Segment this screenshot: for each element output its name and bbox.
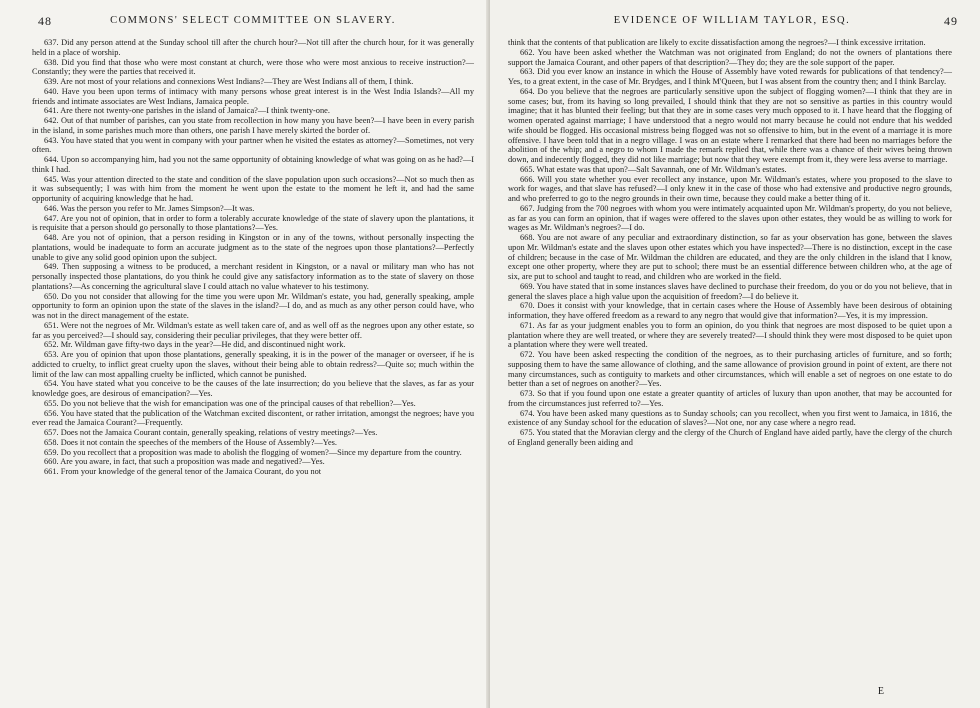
left-running-title: COMMONS' SELECT COMMITTEE ON SLAVERY.: [110, 15, 396, 26]
left-page-number: 48: [38, 14, 52, 28]
testimony-paragraph: 672. You have been asked respecting the condition of the negroes, as to their purchasing articles of furniture, and so forth; supposing them to have the same allowance of clothing, and the same allowance of provision ground in point of extent, are there not many circumstances, such as contiguity to markets and other circumstances, which will enable a set of negroes on one estate to do better than a set of negroes on another?—Yes.: [508, 350, 952, 389]
testimony-paragraph: 650. Do you not consider that allowing for the time you were upon Mr. Wildman's estate, you had, generally speaking, ample opportunity to form an opinion upon the state of the slaves in the island?—I do, and as much as any other person could have, who was not in the direct management of the estate.: [32, 291, 474, 320]
right-page-text: [508, 38, 952, 448]
testimony-paragraph: 642. Out of that number of parishes, can you state from recollection in how many you have been?—I have been in every parish in the island, in some parishes much more than others, one parish I have merely skirted the border of.: [32, 116, 474, 135]
testimony-paragraph: 667. Judging from the 700 negroes with whom you were intimately acquainted upon Mr. Wildman's property, do you not believe, as far as you can form an opinion, that if wages were offered to the slaves upon other estates, they would be as willing to work for wages as Mr. Wildman's negroes?—I do.: [508, 203, 952, 233]
testimony-paragraph: 665. What estate was that upon?—Salt Savannah, one of Mr. Wildman's estates.: [520, 164, 787, 174]
testimony-paragraph: 660. Are you aware, in fact, that such a proposition was made and negatived?—Yes.: [44, 457, 325, 467]
right-running-head: [506, 14, 958, 30]
signature-mark: E: [877, 686, 884, 697]
testimony-paragraph: 670. Does it consist with your knowledge, that in certain cases where the House of Assembly have been desirous of obtaining information, they have offered freedom as a reward to any negro that would give that information?—Yes, it is my impression.: [508, 301, 952, 320]
testimony-paragraph: 673. So that if you found upon one estate a greater quantity of articles of luxury than upon another, that may be accounted for from the circumstances just referred to?—Yes.: [508, 389, 952, 408]
testimony-paragraph: 644. Upon so accompanying him, had you not the same opportunity of obtaining knowledge of what was going on as he had?—I think I had.: [32, 155, 474, 174]
testimony-paragraph: 658. Does it not contain the speeches of the members of the House of Assembly?—Yes.: [44, 437, 337, 447]
testimony-paragraph: 653. Are you of opinion that upon those plantations, generally speaking, it is in the power of the manager or overseer, if he is addicted to cruelty, to inflict great cruelty upon the slaves, without their being able to obtain redress?—Quite so; much within the limit of the law can most appalling cruelty be inflicted, which cannot be punished.: [32, 350, 474, 379]
right-page: [490, 0, 980, 708]
testimony-paragraph: 637. Did any person attend at the Sunday school till after the church hour?—Not till after the church hour, for it was generally held in a place of worship.: [32, 38, 474, 57]
left-running-head: [30, 14, 476, 30]
testimony-paragraph: 674. You have been asked many questions as to Sunday schools; can you recollect, when you first went to Jamaica, in 1816, the existence of any Sunday school for the education of slaves?—Not one, nor any case where a negro read.: [508, 408, 952, 428]
testimony-paragraph: 666. Will you state whether you ever recollect any instance, upon Mr. Wildman's estates, where you proposed to the slave to work for wages, and that slave has refused?—I only knew it in the case of those who had extensive and productive negro grounds, and who preferred to go to the negro grounds in their own time, because they could make a better thing of it.: [508, 174, 952, 203]
testimony-paragraph: 647. Are you not of opinion, that in order to form a tolerably accurate knowledge of the state of slavery upon the plantations, it is requisite that a person should go personally to those plantations?—Yes.: [32, 213, 474, 233]
testimony-paragraph: 675. You stated that the Moravian clergy and the clergy of the Church of England have aided partly, have the clergy of the church of England generally been aiding and: [508, 428, 952, 447]
testimony-paragraph: 668. You are not aware of any peculiar and extraordinary distinction, so far as your observation has gone, between the slaves upon Mr. Wildman's estate and the slaves upon other estates which you have inspected?—There is no distinction, except in the case of children; because in the case of Mr. Wildman the children are educated, and they are the only children in the island that I know, except one other property, where they are put to school; there must be an essential difference between children who, at the age of six, are put to school and taught to read, and children who are worked in the field.: [508, 233, 952, 281]
testimony-paragraph: 639. Are not most of your relations and connexions West Indians?—They are West Indians all of them, I think.: [44, 77, 414, 86]
testimony-paragraph: 669. You have stated that in some instances slaves have declined to purchase their freedom, do you or do you not believe, that in general the slaves place a high value upon the acquisition of freedom?—I do believe it.: [508, 281, 952, 301]
testimony-paragraph: 656. You have stated that the publication of the Watchman excited discontent, or rather irritation, amongst the negroes; have you ever read the Jamaica Courant?—Frequently.: [32, 408, 474, 428]
testimony-paragraph: 645. Was your attention directed to the state and condition of the slave population upon such occasions?—Not so much then as it was subsequently; I was with him from the moment he went upon the estate to the moment he left it, and had the same opportunity of acquiring knowledge that he had.: [32, 174, 474, 203]
testimony-paragraph: 651. Were not the negroes of Mr. Wildman's estate as well taken care of, and as well off as the negroes upon any other estate, so far as you perceived?—I should say, considering their peculiar privileges, that they were better off.: [32, 320, 474, 340]
testimony-paragraph: 643. You have stated that you went in company with your partner when he visited the estates as attorney?—Sometimes, not very often.: [32, 135, 474, 155]
testimony-paragraph: 638. Did you find that those who were most constant at church, were those who were most anxious to receive instruction?—Constantly; they were the parties that received it.: [32, 57, 474, 77]
testimony-paragraph: 654. You have stated what you conceive to be the causes of the late insurrection; do you believe that the slaves, as far as your knowledge goes, are desirous of emancipation?—Yes.: [32, 379, 474, 398]
left-page-text: [32, 38, 474, 477]
testimony-paragraph: 655. Do you not believe that the wish for emancipation was one of the principal causes of that rebellion?—Yes.: [44, 398, 416, 408]
testimony-paragraph: 641. Are there not twenty-one parishes in the island of Jamaica?—I think twenty-one.: [44, 106, 330, 116]
testimony-paragraph: 671. As far as your judgment enables you to form an opinion, do you think that negroes are most disposed to be quiet upon a plantation where they are well treated, or where they are severely treated?—I should think they were most disposed to be quiet upon a plantation where they were well treated.: [508, 320, 952, 350]
testimony-paragraph: 661. From your knowledge of the general tenor of the Jamaica Courant, do you not: [44, 467, 322, 476]
testimony-paragraph: 648. Are you not of opinion, that a person residing in Kingston or in any of the towns, without personally inspecting the plantations, would be inadequate to form an accurate judgment as to the state of the negroes upon those plantations?—Perfectly unable to give any solid good opinion upon the subject.: [32, 233, 474, 262]
testimony-paragraph: 640. Have you been upon terms of intimacy with many persons whose great interest is in the West India Islands?—All my friends and intimate associates are West Indians, Jamaica people.: [32, 86, 474, 106]
testimony-paragraph: 649. Then supposing a witness to be produced, a merchant resident in Kingston, or a naval or military man who has not personally inspected those plantations, do you think he could give any satisfactory information as to the state of slavery on those plantations?—As concerning the agricultural slave I could attach no value whatever to his testimony.: [32, 262, 474, 291]
testimony-paragraph: 646. Was the person you refer to Mr. James Simpson?—It was.: [44, 203, 255, 213]
right-running-title: EVIDENCE OF WILLIAM TAYLOR, ESQ.: [613, 15, 851, 26]
testimony-paragraph: 663. Did you ever know an instance in which the House of Assembly have voted rewards for publications of that tendency?—Yes, to a great extent, in the case of Mr. Brydges, and I think M'Queen, but I was absent from the country then; and I think Barclay.: [508, 67, 952, 86]
testimony-paragraph: 652. Mr. Wildman gave fifty-two days in the year?—He did, and discontinued night work.: [44, 340, 346, 350]
testimony-paragraph: 659. Do you recollect that a proposition was made to abolish the flogging of women?—Since my departure from the country.: [44, 447, 462, 457]
right-page-number: 49: [944, 14, 958, 28]
testimony-paragraph: 664. Do you believe that the negroes are particularly sensitive upon the subject of flogging women?—I think that they are in some cases; but, from its having so long prevailed, I should think that they are not so sensitive as parties in this country would imagine; that it has blunted their feeling; but that they are in some cases very much opposed to it. I have heard that the flogging of women operated against marriage; I have understood that a negro would not marry because he could not endure that his wedded wife should be flogged. His occasional mistress being flogged was not so offensive to him, but in the event of a marriage it is more offensive. I have been told that in a negro village. I was on an estate where I remarked that there had been no marriages before the abolition of the whip; and a negro to whom I made the remark replied that, while there was a chance of their wives being thrown down, and indecently flogged, they did not like marriage; but now that they were exempt from it, they were less averse to marriage.: [508, 86, 952, 164]
continuation-paragraph: think that the contents of that publication are likely to excite dissatisfaction among the negroes?—I think excessive irritation.: [508, 38, 926, 47]
testimony-paragraph: 662. You have been asked whether the Watchman was not originated from England; do not the owners of plantations there support the Jamaica Courant, and other papers of that description?—They do; they are the sole support of the paper.: [508, 47, 952, 67]
testimony-paragraph: 657. Does not the Jamaica Courant contain, generally speaking, relations of vestry meetings?—Yes.: [44, 428, 378, 437]
